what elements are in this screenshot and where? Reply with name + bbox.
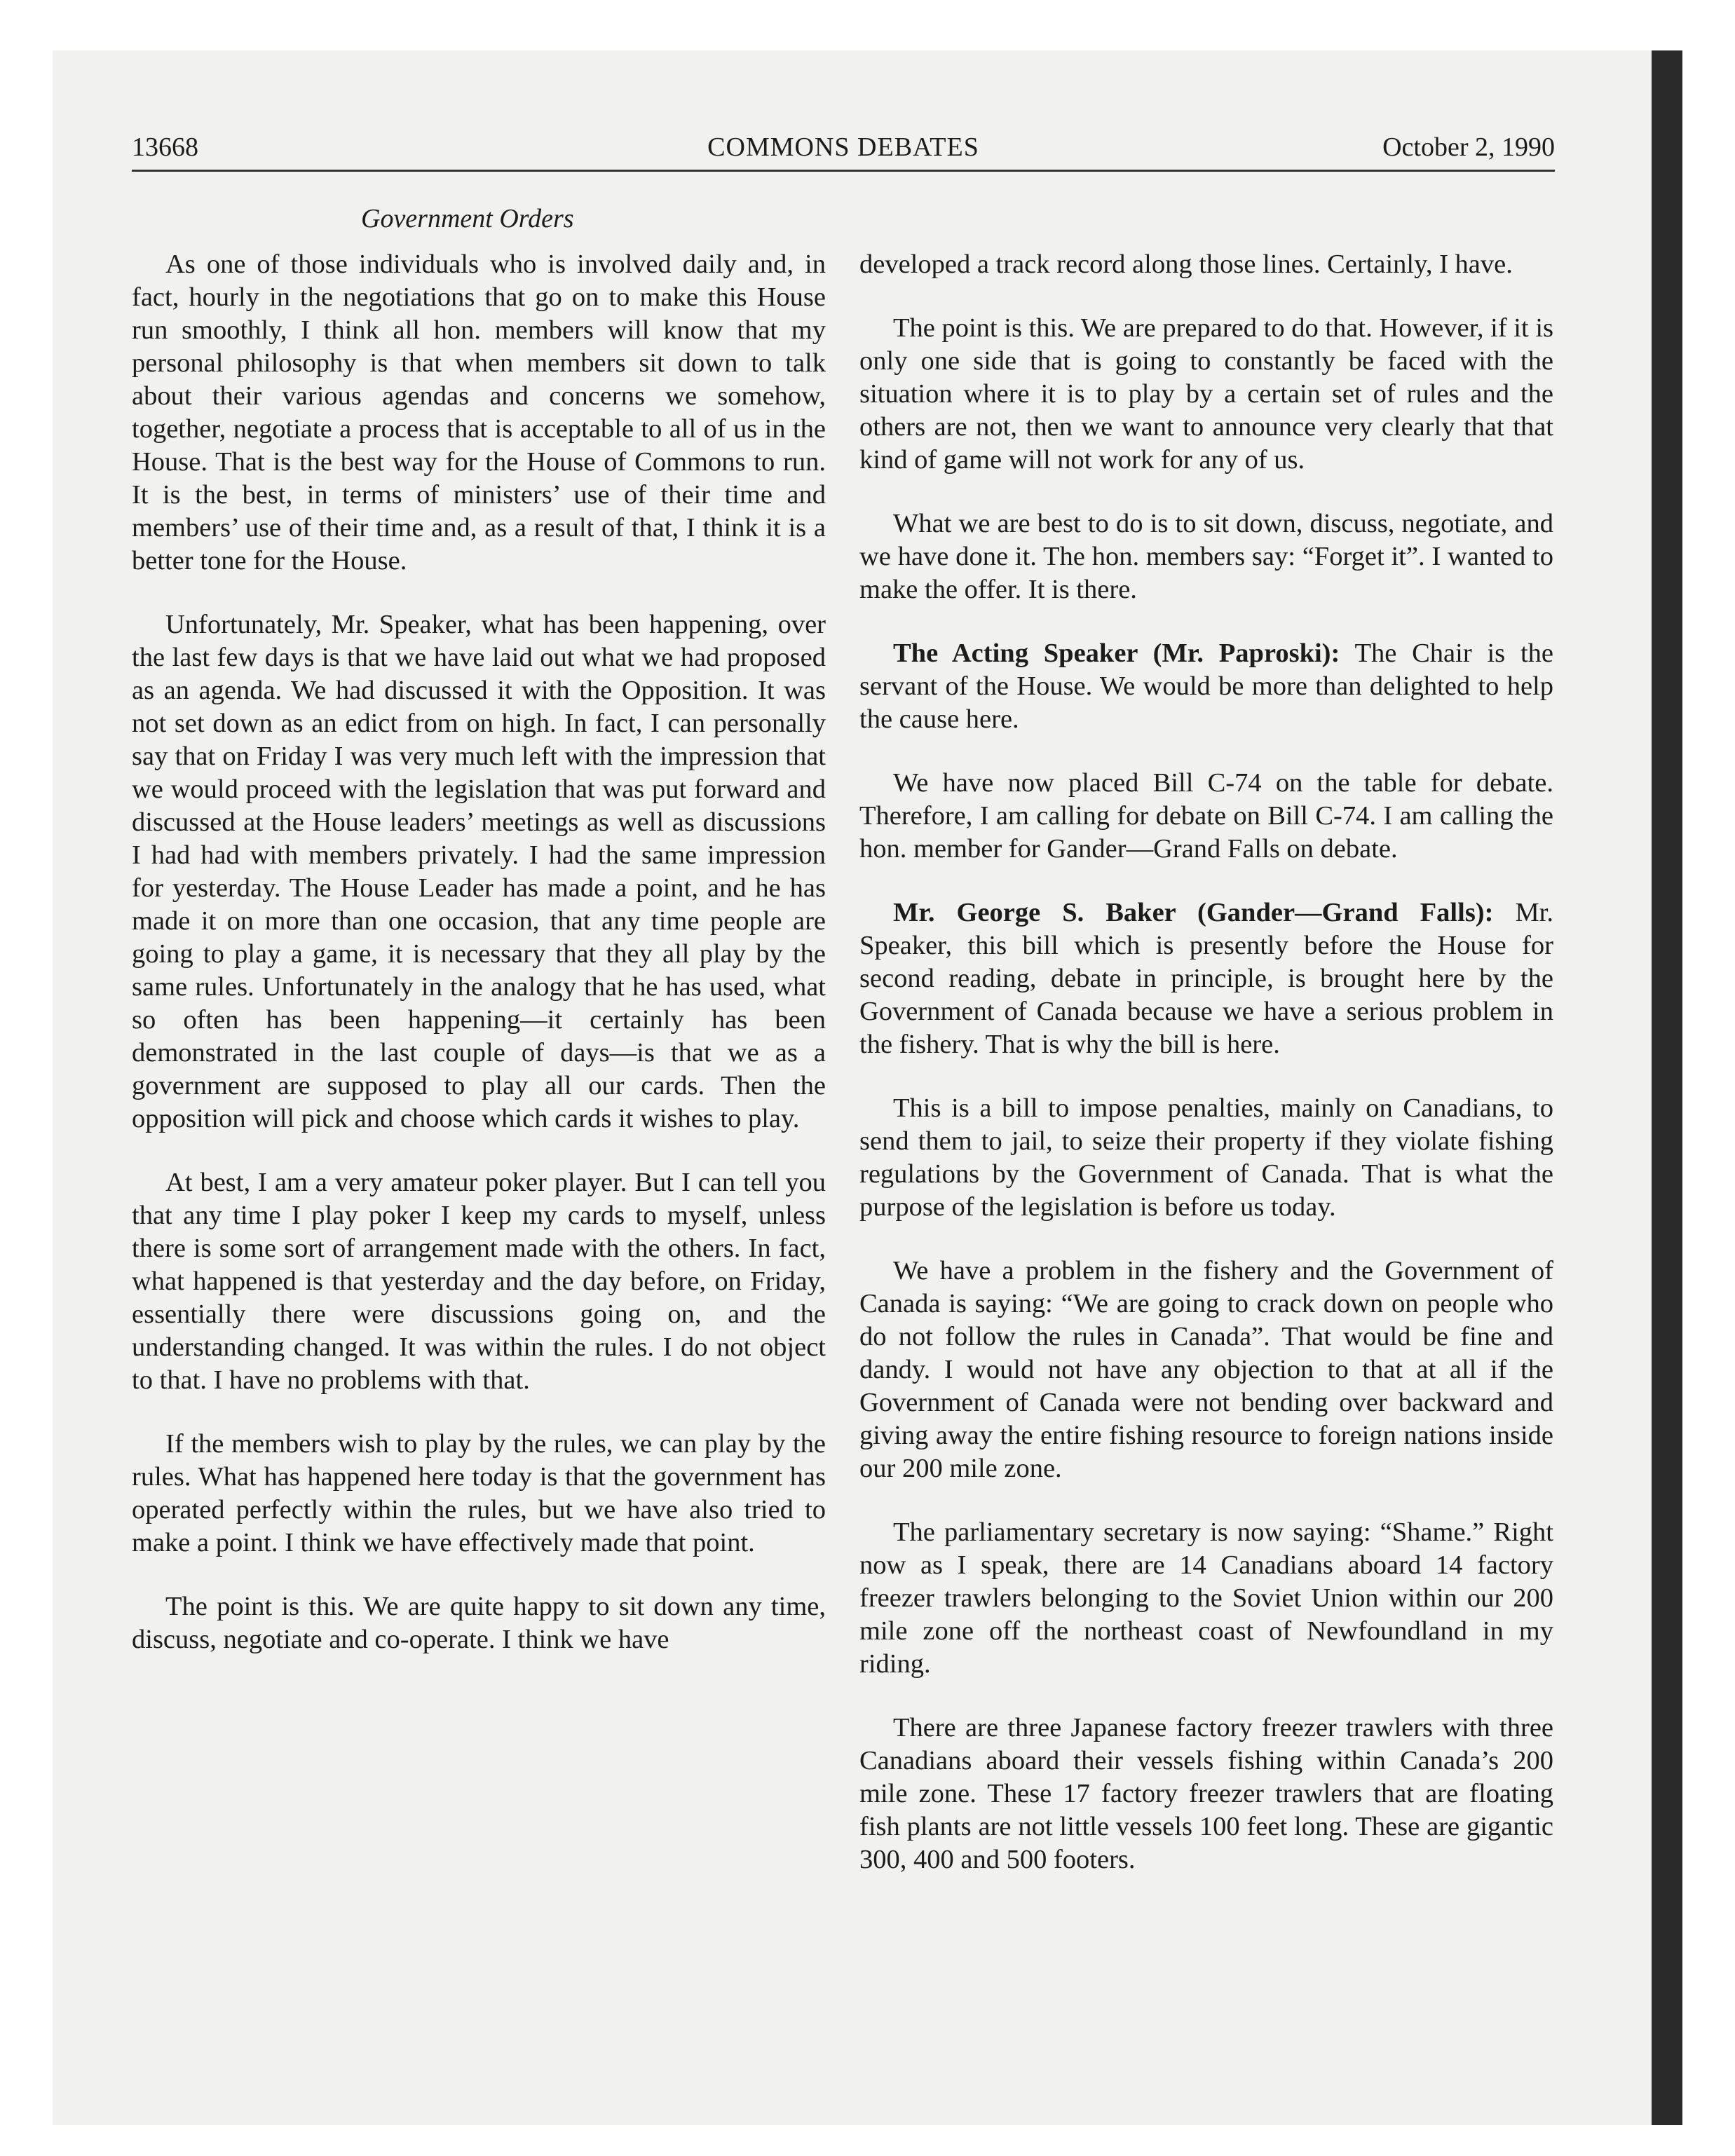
section-heading: Government Orders <box>361 204 574 233</box>
paragraph: This is a bill to impose penalties, mainly on Canadians, to send them to jail, to seize their property if they violate fishing regulations by the Government of Canada. That is what the purpose of the legislation is before us today. <box>859 1093 1553 1222</box>
issue-date: October 2, 1990 <box>1382 132 1555 162</box>
paragraph: The point is this. We are prepared to do that. However, if it is only one side that is going to constantly be faced with the situation where it is to play by a certain set of rules and the others are not, then we want to announce very clearly that that kind of game will not work for any of us. <box>859 313 1553 475</box>
scan-edge-shadow <box>1652 50 1682 2125</box>
speech-acting-speaker <box>859 637 1553 736</box>
paragraph: If the members wish to play by the rules, we can play by the rules. What has happened here today is that the government has operated perfectly within the rules, but we have also tried to make a point. I think we have effectively made that point. <box>132 1429 826 1557</box>
right-column <box>859 248 1553 1907</box>
paragraph: We have a problem in the fishery and the Government of Canada is saying: “We are going to crack down on people who do not follow the rules in Canada”. That would be fine and dandy. I would not have any objection to that at all if the Government of Canada were not bending over backward and giving away the entire fishing resource to foreign nations inside our 200 mile zone. <box>859 1256 1553 1483</box>
paragraph: The point is this. We are quite happy to sit down any time, discuss, negotiate and co-operate. I think we have <box>132 1592 826 1654</box>
paragraph: At best, I am a very amateur poker player. But I can tell you that any time I play poker I keep my cards to myself, unless there is some sort of arrangement made with the others. In fact, what happened is that yesterday and the day before, on Friday, essentially there were discussions going on, and the understanding changed. It was within the rules. I do not object to that. I have no problems with that. <box>132 1168 826 1395</box>
page-number: 13668 <box>132 132 198 162</box>
speech-text: Mr. Speaker, this bill which is presently before the House for second reading, debate in principle, is brought here by the Government of Canada because we have a serious problem in the fishery. That is why the bill is here. <box>859 898 1553 1059</box>
speech-text: The Chair is the servant of the House. We would be more than delighted to help the cause here. <box>859 639 1553 734</box>
paragraph-continuation: developed a track record along those lines. Certainly, I have. <box>859 250 1513 279</box>
left-column <box>132 248 826 1687</box>
publication-title: COMMONS DEBATES <box>707 132 979 162</box>
paragraph: What we are best to do is to sit down, discuss, negotiate, and we have done it. The hon. members say: “Forget it”. I wanted to make the offer. It is there. <box>859 509 1553 604</box>
paragraph: As one of those individuals who is involved daily and, in fact, hourly in the negotiations that go on to make this House run smoothly, I think all hon. members will know that my personal philosophy is that when members sit down to talk about their various agendas and concerns we somehow, together, negotiate a process that is acceptable to all of us in the House. That is the best way for the House of Commons to run. It is the best, in terms of ministers’ use of their time and members’ use of their time and, as a result of that, I think it is a better tone for the House. <box>132 250 826 575</box>
paragraph: The parliamentary secretary is now saying: “Shame.” Right now as I speak, there are 14 Canadians aboard 14 factory freezer trawlers belonging to the Soviet Union within our 200 mile zone off the northeast coast of Newfoundland in my riding. <box>859 1517 1553 1679</box>
speech-baker <box>859 896 1553 1061</box>
paragraph: We have now placed Bill C-74 on the table for debate. Therefore, I am calling for debate on Bill C-74. I am calling the hon. member for Gander—Grand Falls on debate. <box>859 768 1553 864</box>
running-header <box>132 128 1555 172</box>
speaker-name: The Acting Speaker (Mr. Paproski): <box>893 639 1340 668</box>
speaker-name: Mr. George S. Baker (Gander—Grand Falls): <box>893 898 1494 927</box>
paragraph: Unfortunately, Mr. Speaker, what has been happening, over the last few days is that we have laid out what we had proposed as an agenda. We had discussed it with the Opposition. It was not set down as an edict from on high. In fact, I can personally say that on Friday I was very much left with the impression that we would proceed with the legislation that was put forward and discussed at the House leaders’ meetings as well as discussions I had had with members privately. I had the same impression for yesterday. The House Leader has made a point, and he has made it on more than one occasion, that any time people are going to play a game, it is necessary that they all play by the same rules. Unfortunately in the analogy that he has used, what so often has been happening—it certainly has been demonstrated in the last couple of days—is that we as a government are supposed to play all our cards. Then the opposition will pick and choose which cards it wishes to play. <box>132 610 826 1133</box>
paragraph: There are three Japanese factory freezer trawlers with three Canadians aboard their vessels fishing within Canada’s 200 mile zone. These 17 factory freezer trawlers that are floating fish plants are not little vessels 100 feet long. These are gigantic 300, 400 and 500 footers. <box>859 1713 1553 1874</box>
